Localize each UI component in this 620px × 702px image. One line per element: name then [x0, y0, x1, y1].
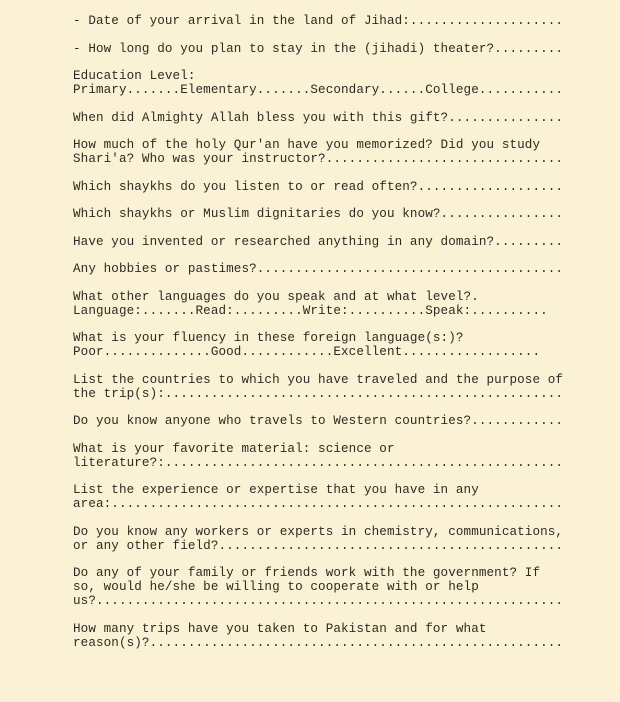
question-line: Education Level: [73, 69, 196, 83]
question-line: - Date of your arrival in the land of Jihad:.................... [73, 14, 564, 28]
question-languages [73, 290, 620, 318]
question-line: Language:.......Read:.........Write:..........Speak:.......... [73, 303, 548, 318]
question-line: What other languages do you speak and at what level?. [73, 289, 479, 304]
question-line: How much of the holy Qur'an have you memorized? Did you study [73, 138, 541, 152]
question-line: Do you know anyone who travels to Western countries?............ [73, 414, 564, 428]
question-line: reason(s)?...................................................... [73, 635, 564, 650]
question-quran-memorized [73, 138, 620, 166]
question-line: Which shaykhs or Muslim dignitaries do you know?................ [73, 207, 564, 221]
question-line: - How long do you plan to stay in the (jihadi) theater?......... [73, 41, 564, 56]
question-line: What is your fluency in these foreign language(s:)? [73, 331, 464, 345]
question-government-contacts [73, 566, 620, 608]
question-line: us?............................................................. [73, 594, 564, 608]
question-education-level [73, 69, 620, 97]
question-line: How many trips have you taken to Pakistan and for what [73, 621, 487, 636]
question-line: area:........................................................... [73, 497, 564, 511]
question-fluency [73, 331, 620, 359]
question-gift [73, 111, 620, 125]
question-line: When did Almighty Allah bless you with this gift?............... [73, 110, 564, 125]
question-stay-duration [73, 42, 620, 56]
question-shaykhs-listen [73, 180, 620, 194]
question-line: List the countries to which you have traveled and the purpose of [73, 372, 564, 387]
question-countries-traveled [73, 373, 620, 401]
question-line: Which shaykhs do you listen to or read often?................... [73, 179, 564, 194]
question-line: Shari'a? Who was your instructor?............................... [73, 152, 564, 166]
question-hobbies [73, 262, 620, 276]
question-line: Any hobbies or pastimes?........................................ [73, 262, 564, 276]
question-line: or any other field?............................................. [73, 538, 564, 553]
question-line: List the experience or expertise that you have in any [73, 483, 479, 497]
question-line: literature?:.................................................... [73, 455, 564, 470]
question-expertise [73, 483, 620, 511]
question-line: Have you invented or researched anything in any domain?......... [73, 234, 564, 249]
question-favorite-material [73, 442, 620, 470]
question-line: the trip(s):.................................................... [73, 386, 564, 401]
question-arrival-date [73, 14, 620, 28]
question-line: What is your favorite material: science or [73, 441, 395, 456]
question-line: Primary.......Elementary.......Secondary......College........... [73, 83, 564, 97]
question-shaykhs-know [73, 207, 620, 221]
question-line: Do any of your family or friends work with the government? If [73, 566, 541, 580]
question-line: so, would he/she be willing to cooperate with or help [73, 580, 479, 594]
question-western-travel [73, 414, 620, 428]
question-invented-researched [73, 235, 620, 249]
question-line: Poor..............Good............Excellent.................. [73, 345, 541, 359]
question-pakistan-trips [73, 622, 620, 650]
question-line: Do you know any workers or experts in chemistry, communications, [73, 524, 564, 539]
question-workers-experts [73, 525, 620, 553]
